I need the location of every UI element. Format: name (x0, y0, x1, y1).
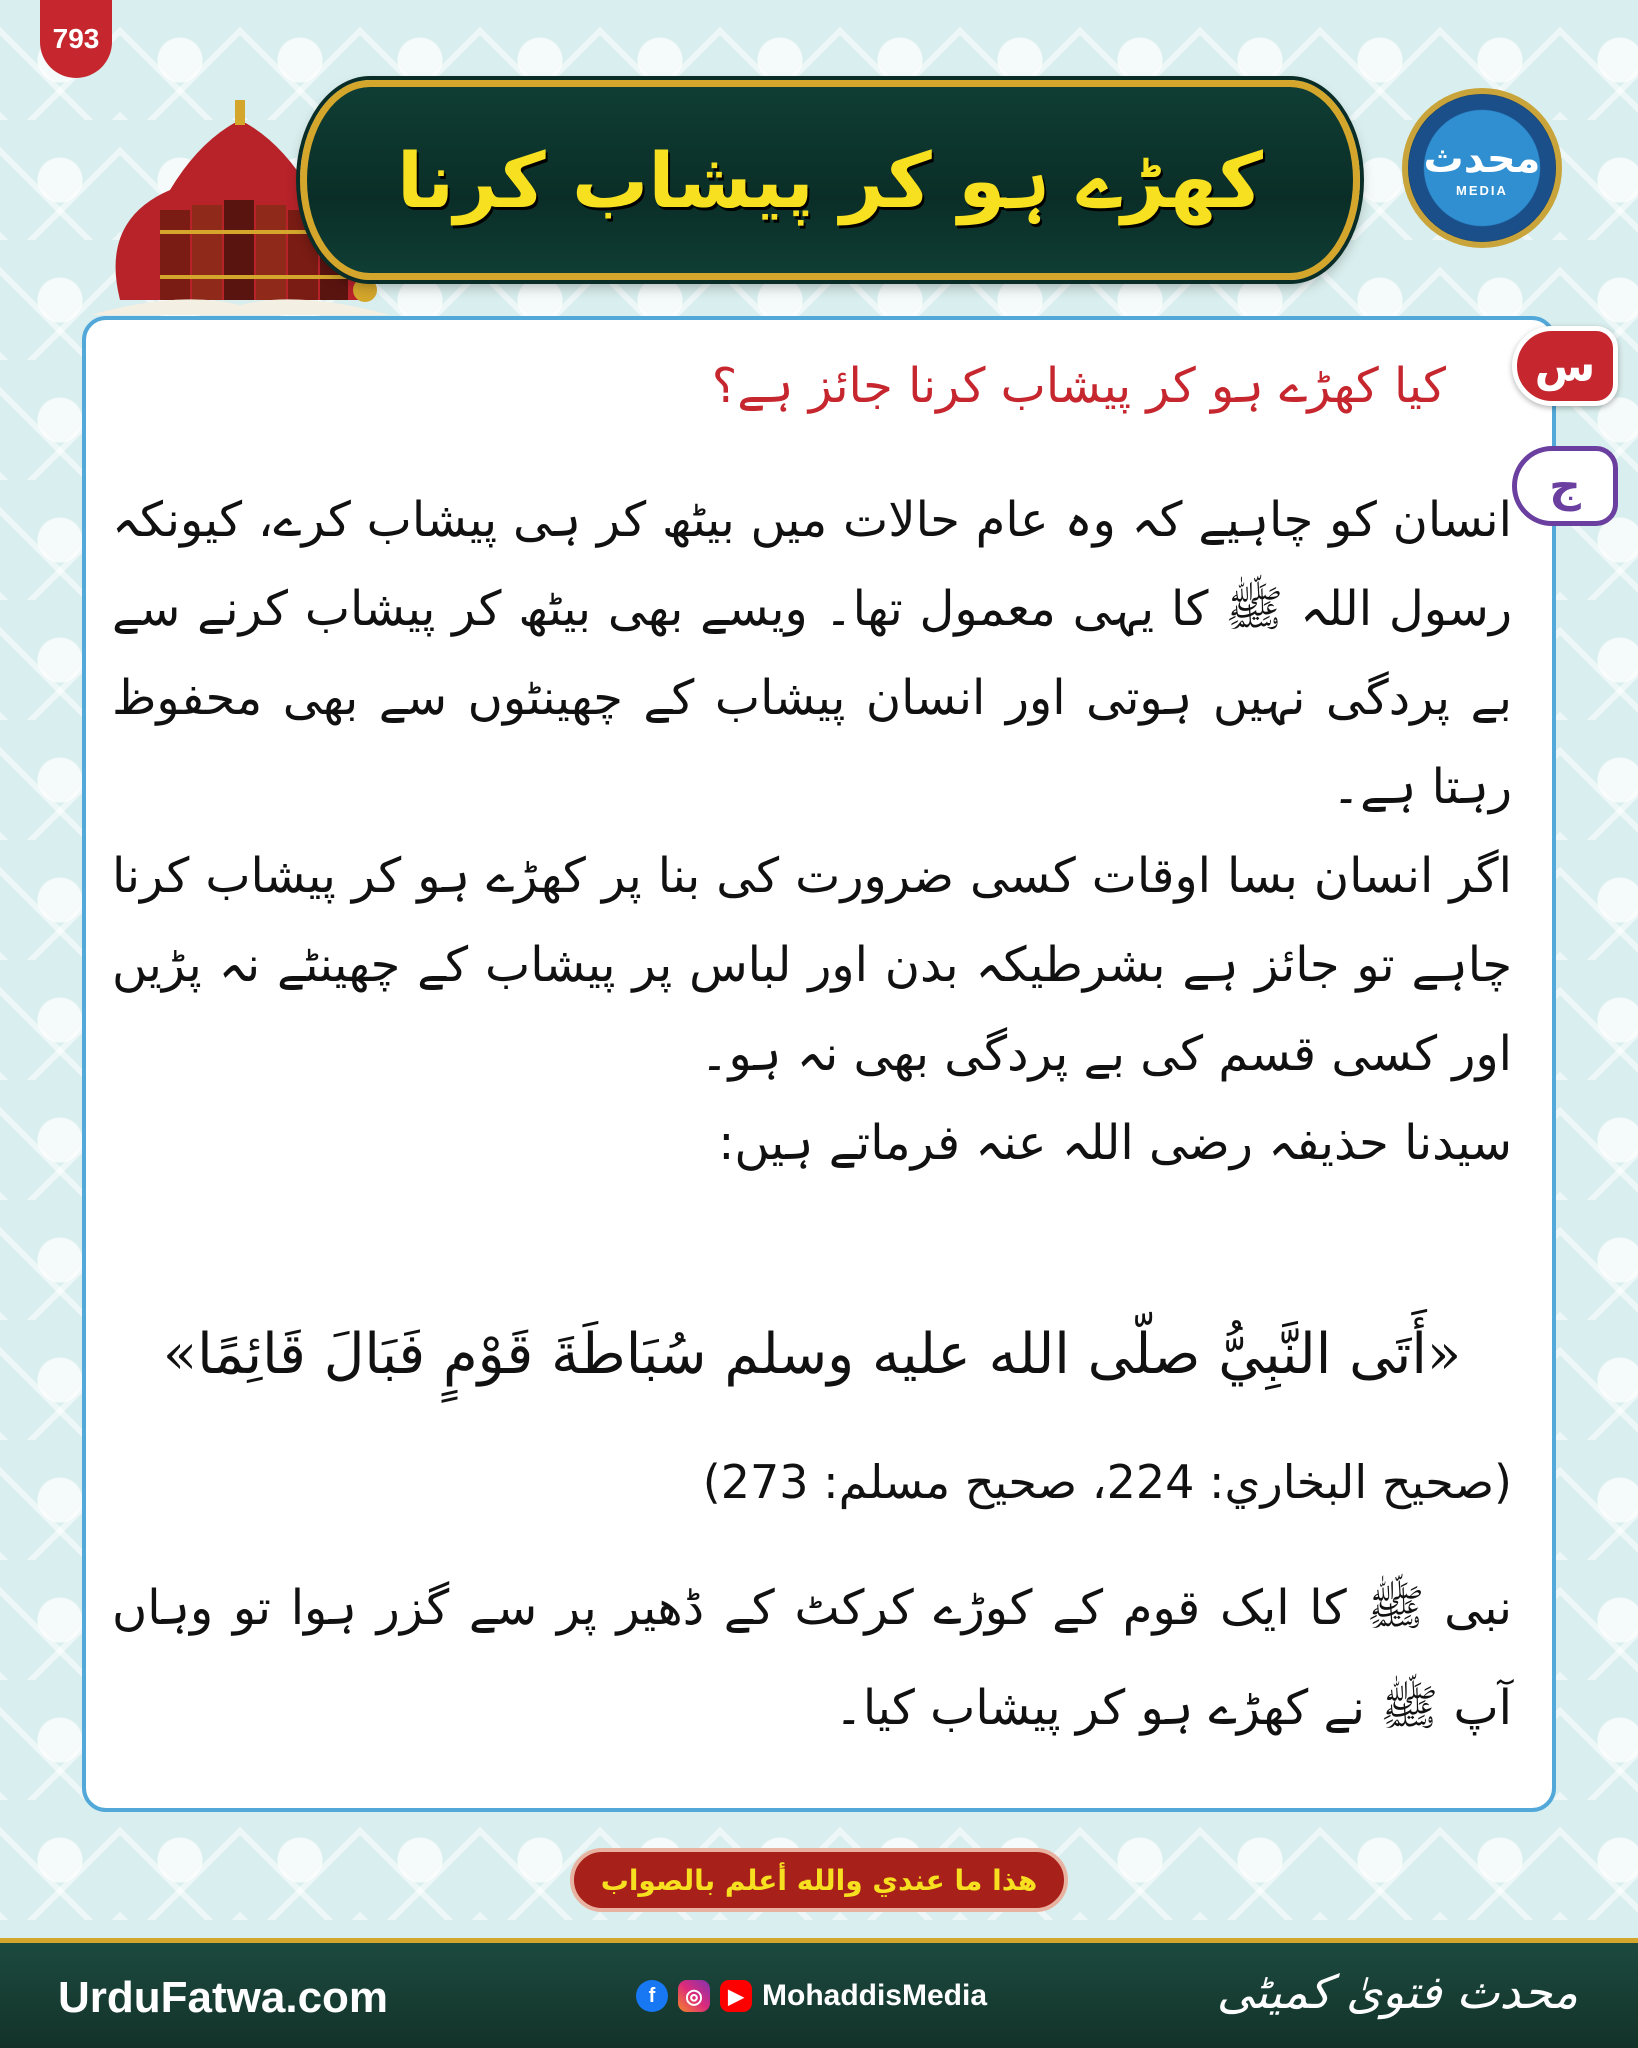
answer-body (112, 476, 1512, 1188)
instagram-icon[interactable]: ◎ (678, 1980, 710, 2012)
page-number-badge (40, 0, 112, 78)
answer-paragraph: اگر انسان بسا اوقات کسی ضرورت کی بنا پر کھڑے ہو کر پیشاب کرنا چاہے تو جائز ہے بشرطیکہ بدن اور لباس پر پیشاب کے چھینٹے نہ پڑیں اور کسی قسم کی بے پردگی بھی نہ ہو۔ (112, 848, 1512, 1082)
social-handle[interactable]: MohaddisMedia (762, 1979, 988, 2012)
logo-sub: MEDIA (1456, 182, 1508, 198)
site-url-link[interactable]: UrduFatwa.com (58, 1973, 389, 2022)
footer-note: هذا ما عندي والله أعلم بالصواب (600, 1863, 1038, 1897)
page-title: کھڑے ہو کر پیشاب کرنا (396, 135, 1264, 225)
question-text: کیا کھڑے ہو کر پیشاب کرنا جائز ہے؟ (711, 358, 1446, 414)
answer-tag (1512, 446, 1618, 526)
answer-paragraph: انسان کو چاہیے کہ وہ عام حالات میں بیٹھ کر ہی پیشاب کرے، کیونکہ رسول اللہ ﷺ کا یہی معمول تھا۔ ویسے بھی بیٹھ کر پیشاب کرنے سے بے پردگی نہیں ہوتی اور انسان پیشاب کے چھینٹوں سے بھی محفوظ رہتا ہے۔ (112, 492, 1512, 815)
youtube-icon[interactable]: ▶ (720, 1980, 752, 2012)
closing-text (112, 1558, 1512, 1758)
logo-word: محدث (1423, 135, 1541, 182)
hadith-reference: (صحيح البخاري: 224، صحيح مسلم: 273) (702, 1455, 1512, 1509)
mohaddis-media-logo (1402, 88, 1562, 248)
question-tag-label: س (1534, 340, 1596, 392)
hadith-text: «أَتَى النَّبِيُّ صلّى الله عليه وسلم سُبَاطَةَ قَوْمٍ فَبَالَ قَائِمًا» (162, 1322, 1462, 1387)
answer-tag-label: ج (1549, 460, 1581, 512)
closing-paragraph: نبی ﷺ کا ایک قوم کے کوڑے کرکٹ کے ڈھیر پر سے گزر ہوا تو وہاں آپ ﷺ نے کھڑے ہو کر پیشاب کیا۔ (112, 1580, 1512, 1736)
committee-signature: محدث فتویٰ کمیٹی (1216, 1965, 1578, 2019)
bottom-bar (0, 1938, 1638, 2048)
footer-note-pill (570, 1848, 1068, 1912)
question-tag (1512, 326, 1618, 406)
social-links (636, 1979, 987, 2013)
answer-paragraph: سیدنا حذیفہ رضی اللہ عنہ فرماتے ہیں: (718, 1115, 1512, 1171)
title-banner (300, 80, 1360, 280)
facebook-icon[interactable]: f (636, 1980, 668, 2012)
page-number: 793 (52, 23, 100, 54)
